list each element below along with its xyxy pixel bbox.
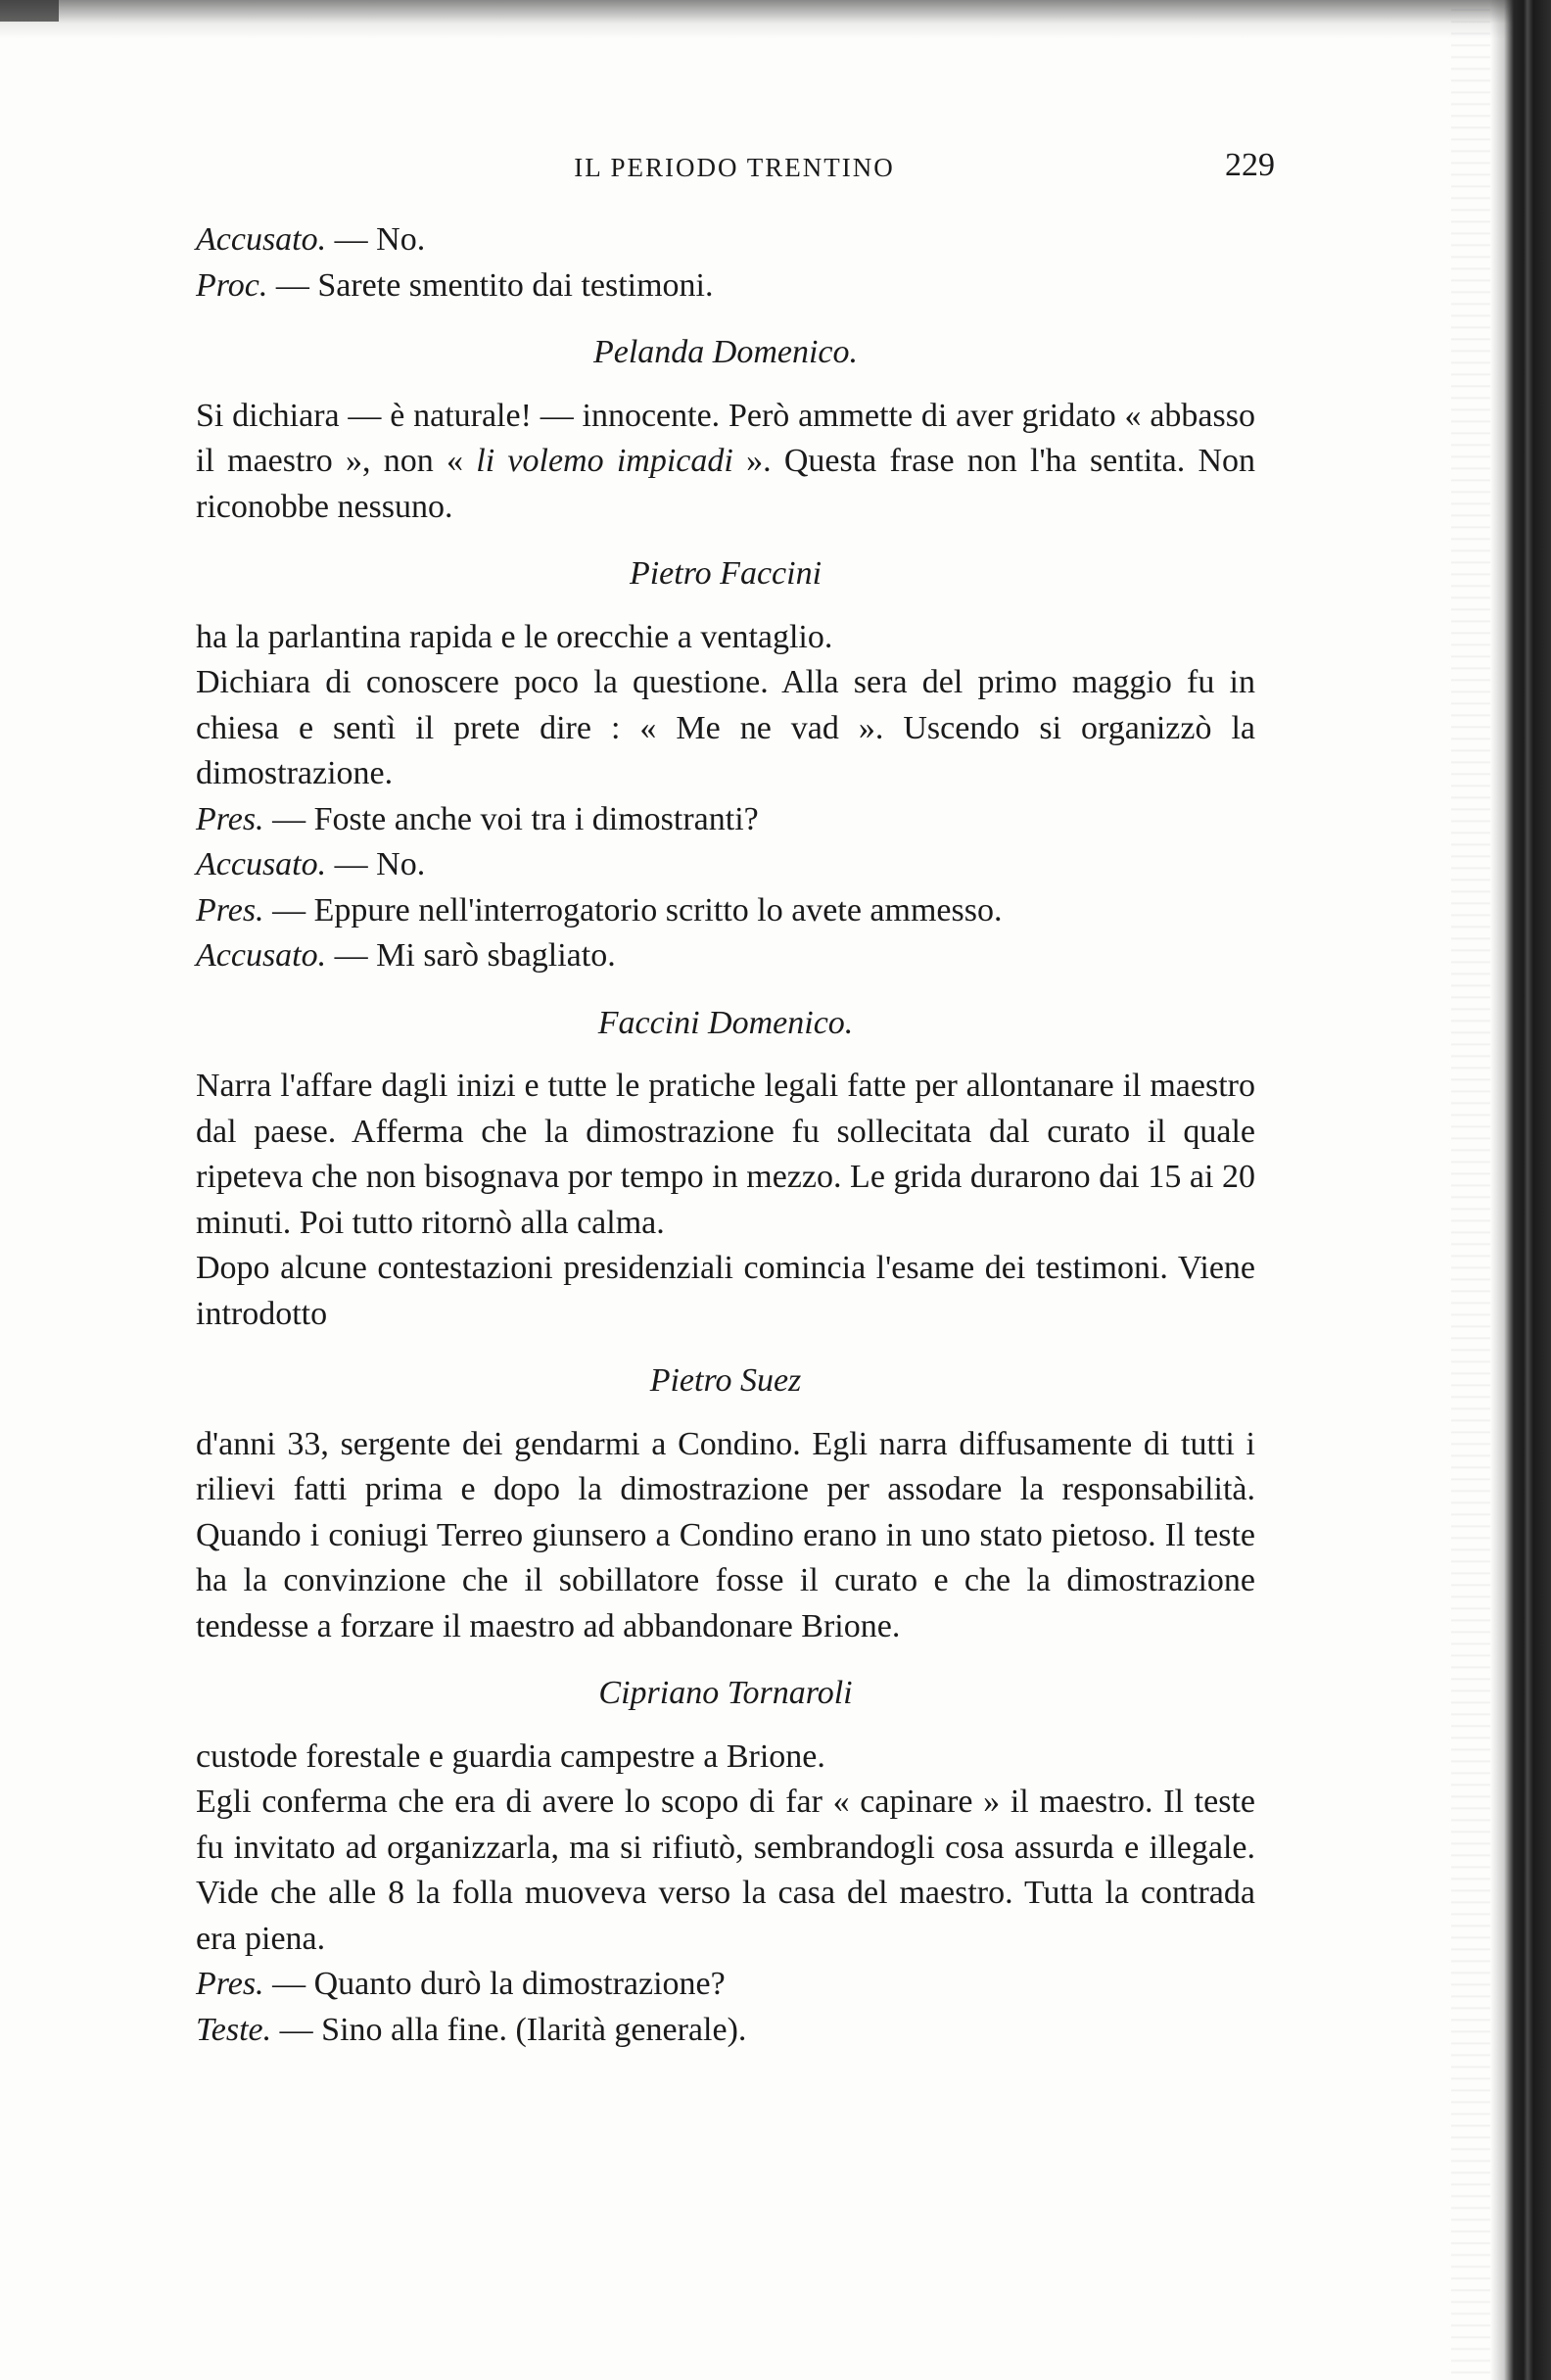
dialogue-line: [196, 888, 1255, 934]
dialogue-text: — No.: [326, 221, 426, 258]
dialogue-text: — Mi sarò sbagliato.: [326, 937, 616, 974]
speaker-label: Proc.: [196, 266, 268, 304]
dialogue-text: — Sarete smentito dai testimoni.: [267, 266, 714, 304]
page-number: 229: [1225, 147, 1275, 183]
paragraph: d'anni 33, sergente dei gendarmi a Condino. Egli narra diffusamente di tutti i rilievi fatti prima e dopo la dimostrazione per assodare la responsabilità. Quando i coniugi Terreo giunsero a Condino erano in uno stato pietoso. Il teste ha la convinzione che il sobillatore fosse il curato e che la dimostrazione tendesse a forzare il maestro ad abbandonare Brione.: [196, 1425, 1255, 1644]
witness-heading: Cipriano Tornaroli: [598, 1675, 853, 1711]
paragraph-text: ». Questa frase non l'ha sentita. Non riconobbe nessuno.: [196, 443, 1255, 525]
dialogue-text: — Eppure nell'interrogatorio scritto lo avete ammesso.: [263, 891, 1003, 928]
scan-gutter-fade: [1451, 0, 1490, 2380]
speaker-label: Accusato.: [196, 846, 327, 882]
speaker-label: Accusato.: [196, 221, 327, 258]
dialogue-line: [196, 2008, 1255, 2054]
dialogue-text: — Quanto durò la dimostrazione?: [263, 1966, 726, 2002]
paragraph: [196, 394, 1255, 531]
dialogue-line: [196, 1962, 1255, 2008]
speaker-label: Pres.: [196, 1966, 264, 2002]
dialogue-text: — Sino alla fine. (Ilarità generale).: [271, 2011, 747, 2048]
running-head: IL PERIODO TRENTINO: [574, 153, 895, 182]
speaker-label: Accusato.: [196, 937, 327, 974]
quoted-dialect: li volemo impicadi: [476, 443, 733, 479]
dialogue-text: — Foste anche voi tra i dimostranti?: [263, 800, 759, 837]
paragraph: ha la parlantina rapida e le orecchie a ventaglio.: [196, 618, 833, 655]
paragraph: Narra l'affare dagli inizi e tutte le pratiche legali fatte per allontanare il maestro dal paese. Afferma che la dimostrazione fu sollecitata dal curato il quale ripeteva che non bisognava por tempo in mezzo. Le grida durarono dai 15 ai 20 minuti. Poi tutto ritornò alla calma.: [196, 1068, 1255, 1241]
dialogue-line: [196, 263, 1255, 309]
paragraph-text: Si dichiara — è naturale! — innocente. Però ammette di aver gridato « abbasso il maestro », non «: [196, 397, 1255, 479]
speaker-label: Pres.: [196, 800, 264, 837]
paragraph: custode forestale e guardia campestre a Brione.: [196, 1737, 825, 1775]
dialogue-line: [196, 842, 1255, 888]
speaker-label: Pres.: [196, 891, 264, 928]
paragraph: Egli conferma che era di avere lo scopo di far « capinare » il maestro. Il teste fu invitato ad organizzarla, ma si rifiutò, sembrandogli cosa assurda e illegale. Vide che alle 8 la folla muoveva verso la casa del maestro. Tutta la contrada era piena.: [196, 1784, 1255, 1957]
dialogue-line: [196, 797, 1255, 843]
page-body: [196, 217, 1255, 2053]
dialogue-line: [196, 933, 1255, 979]
dialogue-text: — No.: [326, 846, 426, 882]
speaker-label: Teste.: [196, 2011, 272, 2048]
witness-heading: Pelanda Domenico.: [592, 334, 859, 370]
witness-heading: Pietro Suez: [649, 1362, 802, 1399]
dialogue-line: [196, 217, 1255, 263]
paragraph: Dichiara di conoscere poco la questione. Alla sera del primo maggio fu in chiesa e sentì il prete dire : « Me ne vad ». Uscendo si organizzò la dimostrazione.: [196, 664, 1255, 791]
scan-binding-edge: [1490, 0, 1551, 2380]
page-header: [196, 147, 1275, 192]
witness-heading: Faccini Domenico.: [597, 1004, 854, 1041]
witness-heading: Pietro Faccini: [629, 555, 822, 592]
paragraph: Dopo alcune contestazioni presidenziali comincia l'esame dei testimoni. Viene introdotto: [196, 1250, 1255, 1332]
scan-shadow-top: [0, 0, 1551, 39]
scan-mark-top-left: [0, 0, 59, 22]
